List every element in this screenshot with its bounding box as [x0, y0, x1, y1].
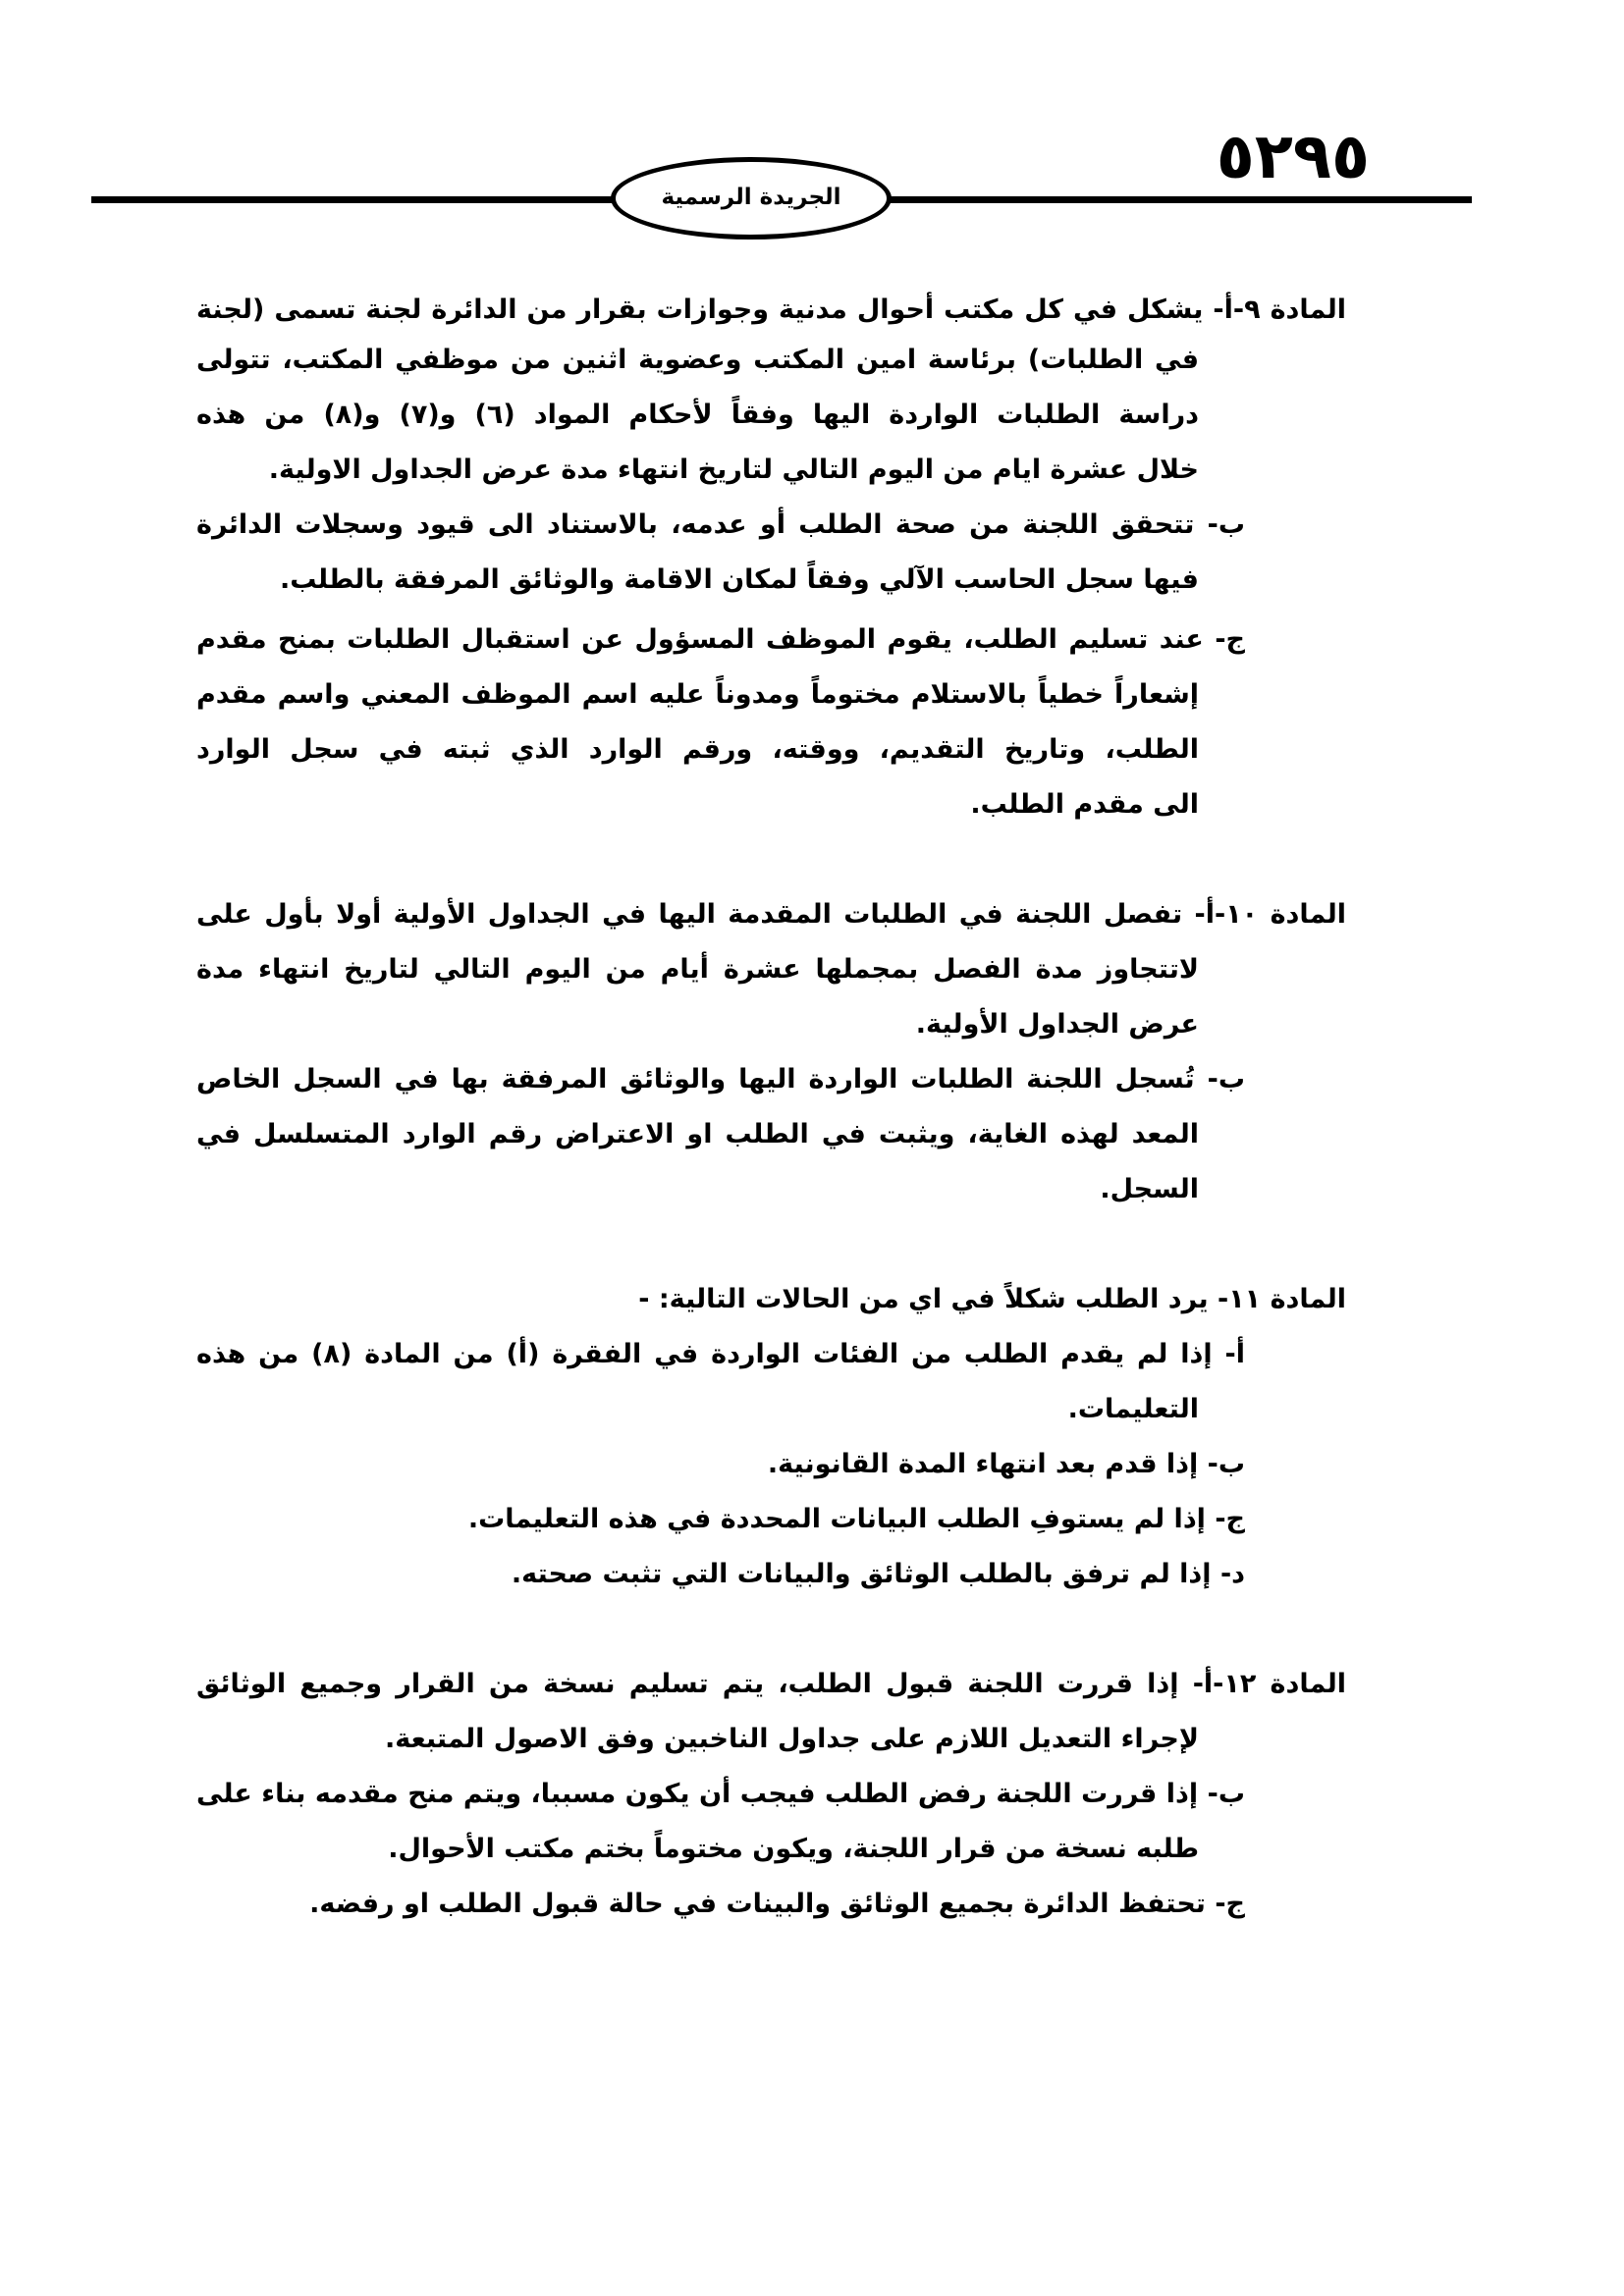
article-9-line-1: المادة ٩-أ- يشكل في كل مكتب أحوال مدنية وجوازات بقرار من الدائرة لجنة تسمى (لجنة — [196, 294, 1346, 325]
article-12-line-4: طلبه نسخة من قرار اللجنة، ويكون مختوماً بختم مكتب الأحوال. — [388, 1834, 1199, 1864]
article-11-line-6: د- إذا لم ترفق بالطلب الوثائق والبيانات التي تثبت صحته. — [511, 1559, 1245, 1589]
article-9-line-3: دراسة الطلبات الواردة اليها وفقاً لأحكام المواد (٦) و(٧) و(٨) من هذه — [196, 400, 1199, 430]
article-9-line-10: الى مقدم الطلب. — [970, 789, 1199, 820]
article-9-line-6: فيها سجل الحاسب الآلي وفقاً لمكان الاقامة والوثائق المرفقة بالطلب. — [280, 564, 1199, 595]
article-11-line-4: ب- إذا قدم بعد انتهاء المدة القانونية. — [767, 1449, 1245, 1479]
article-12-line-3: ب- إذا قررت اللجنة رفض الطلب فيجب أن يكون مسببا، ويتم منح مقدمه بناء على — [196, 1779, 1245, 1809]
article-12-line-2: لإجراء التعديل اللازم على جداول الناخبين وفق الاصول المتبعة. — [385, 1724, 1199, 1754]
article-10-line-2: لاتتجاوز مدة الفصل بمجملها عشرة أيام من اليوم التالي لتاريخ انتهاء مدة — [196, 954, 1199, 985]
article-10-line-5: المعد لهذه الغاية، ويثبت في الطلب او الاعتراض رقم الوارد المتسلسل في — [196, 1119, 1199, 1149]
gazette-title: الجريدة الرسمية — [661, 185, 841, 210]
article-9-line-8: إشعاراً خطياً بالاستلام مختوماً ومدوناً عليه اسم الموظف المعني واسم مقدم — [196, 679, 1199, 710]
article-10-line-3: عرض الجداول الأولية. — [915, 1009, 1199, 1040]
article-11-line-1: المادة ١١- يرد الطلب شكلاً في اي من الحالات التالية: - — [638, 1284, 1346, 1314]
article-11-line-5: ج- إذا لم يستوفِ الطلب البيانات المحددة في هذه التعليمات. — [467, 1504, 1245, 1534]
article-9-line-5: ب- تتحقق اللجنة من صحة الطلب أو عدمه، بالاستناد الى قيود وسجلات الدائرة — [196, 509, 1245, 540]
page-number: ٥٢٩٥ — [1216, 121, 1370, 193]
article-10-line-6: السجل. — [1100, 1174, 1199, 1204]
article-10-line-4: ب- تُسجل اللجنة الطلبات الواردة اليها والوثائق المرفقة بها في السجل الخاص — [196, 1064, 1245, 1095]
article-9-line-9: الطلب، وتاريخ التقديم، ووقته، ورقم الوارد الذي ثبته في سجل الوارد — [196, 734, 1199, 765]
article-11-line-2: أ- إذا لم يقدم الطلب من الفئات الواردة في الفقرة (أ) من المادة (٨) من هذه — [196, 1339, 1245, 1369]
article-9-line-2: في الطلبات) برئاسة امين المكتب وعضوية اثنين من موظفي المكتب، تتولى — [196, 345, 1199, 375]
gazette-title-oval — [611, 157, 892, 240]
article-12-line-1: المادة ١٢-أ- إذا قررت اللجنة قبول الطلب، يتم تسليم نسخة من القرار وجميع الوثائق — [196, 1669, 1346, 1699]
article-12-line-5: ج- تحتفظ الدائرة بجميع الوثائق والبينات في حالة قبول الطلب او رفضه. — [309, 1889, 1245, 1919]
article-10-line-1: المادة ١٠-أ- تفصل اللجنة في الطلبات المقدمة اليها في الجداول الأولية أولا بأول على — [196, 899, 1346, 930]
article-9-line-4: خلال عشرة ايام من اليوم التالي لتاريخ انتهاء مدة عرض الجداول الاولية. — [268, 454, 1199, 485]
article-9-line-7: ج- عند تسليم الطلب، يقوم الموظف المسؤول عن استقبال الطلبات بمنح مقدم — [196, 624, 1245, 655]
article-11-line-3: التعليمات. — [1067, 1394, 1199, 1424]
